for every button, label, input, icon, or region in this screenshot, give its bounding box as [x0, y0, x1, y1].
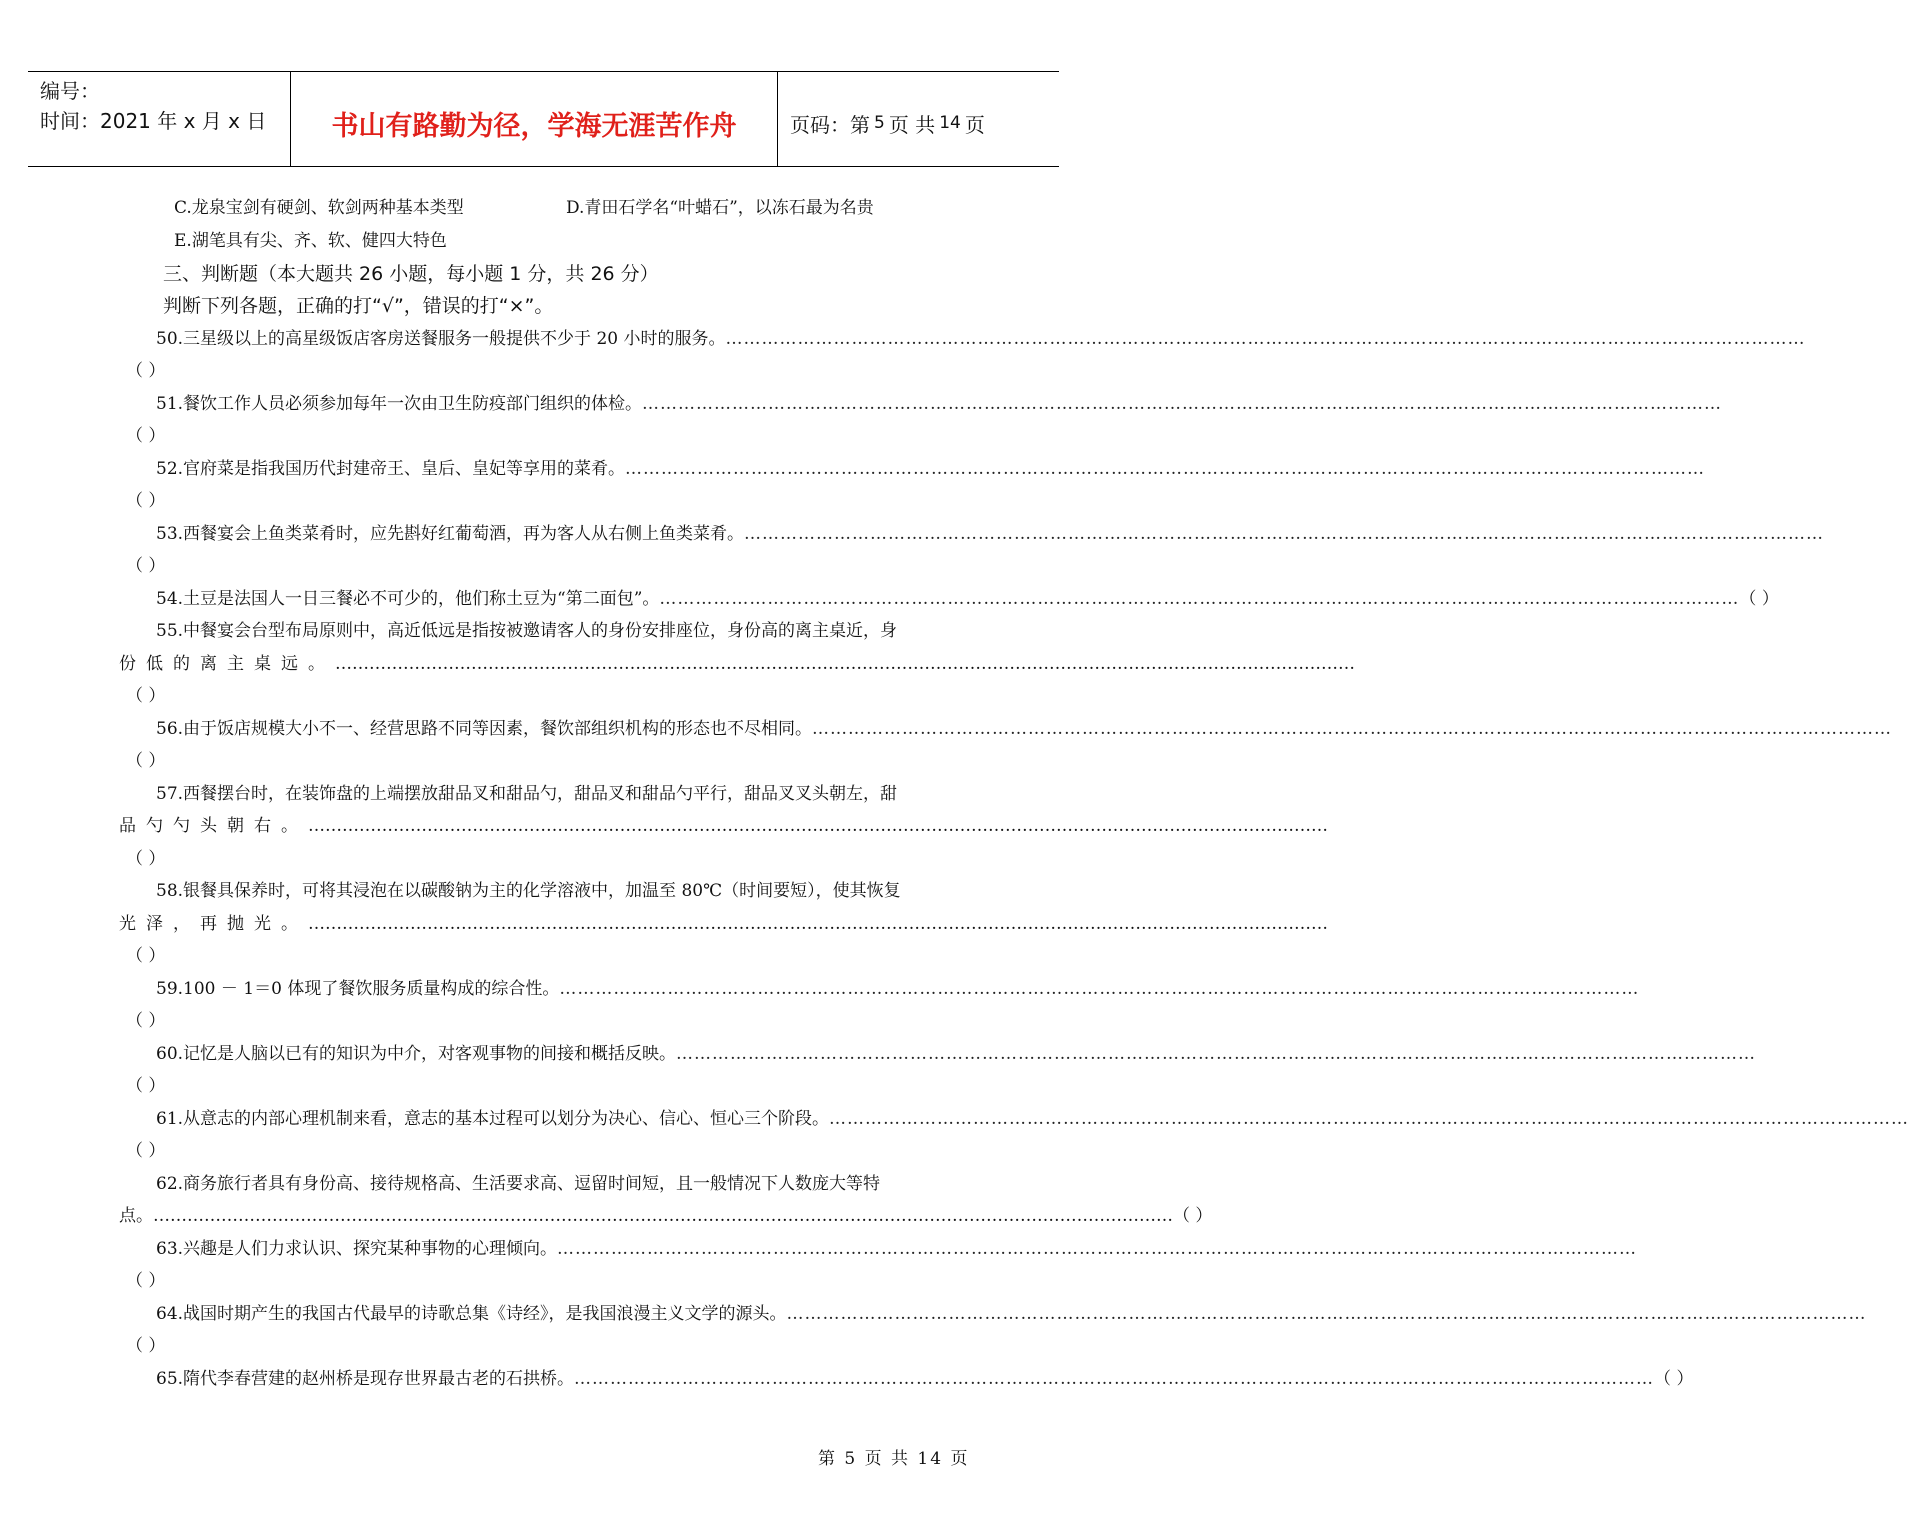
leader-dots: ………………………………………………………………………………………………………………………………………………………………: [559, 979, 1640, 999]
question-64: [156, 1303, 1867, 1325]
question-text: 63.兴趣是人们力求认识、探究某种事物的心理倾向。: [156, 1239, 558, 1259]
leader-dots: ………………………………………………………………………………………………………………………………………………………………: [153, 1206, 1173, 1226]
leader-dots: ………………………………………………………………………………………………………………………………………………………………: [786, 1304, 1867, 1324]
answer-blank: （ ）: [126, 1141, 166, 1161]
question-62: [156, 1173, 968, 1195]
question-53: [156, 523, 1825, 545]
question-text: 65.隋代李春营建的赵州桥是现存世界最古老的石拱桥。: [156, 1369, 575, 1389]
question-text: 57.西餐摆台时，在装饰盘的上端摆放甜品叉和甜品勺，甜品叉和甜品勺平行，甜品叉叉头朝左，甜: [156, 784, 898, 804]
question-text: 60.记忆是人脑以已有的知识为中介，对客观事物的间接和概括反映。: [156, 1044, 677, 1064]
answer-blank: （ ）: [126, 1336, 166, 1356]
page-indicator: [778, 72, 1059, 166]
answer-blank: （ ）: [126, 849, 166, 869]
question-63: [156, 1238, 1638, 1260]
question-55-cont: [119, 653, 1355, 675]
page-number: 5: [874, 113, 885, 133]
leader-dots: ………………………………………………………………………………………………………………………………………………………………: [676, 1044, 1757, 1064]
question-56: [156, 718, 1893, 740]
question-text: 62.商务旅行者具有身份高、接待规格高、生活要求高、逗留时间短，且一般情况下人数庞大等特: [156, 1174, 881, 1194]
answer-blank: （ ）: [1654, 1369, 1694, 1389]
question-65: [156, 1368, 1694, 1390]
question-59: [156, 978, 1640, 1000]
answer-blank: （ ）: [126, 426, 166, 446]
number-label: 编号：: [40, 79, 100, 103]
answer-blank: （ ）: [126, 686, 166, 706]
page-prefix: 页码：第: [790, 112, 870, 137]
question-62-cont: [119, 1205, 1213, 1227]
leader-dots: ………………………………………………………………………………………………………………………………………………………………: [308, 816, 1328, 836]
question-61: [156, 1108, 1909, 1130]
leader-dots: ………………………………………………………………………………………………………………………………………………………………: [557, 1239, 1638, 1259]
question-51: [156, 393, 1723, 415]
question-57-cont: [119, 815, 1328, 837]
leader-dots: ………………………………………………………………………………………………………………………………………………………………: [642, 394, 1723, 414]
question-text: 品勺勺头朝右。: [119, 816, 308, 836]
answer-blank: （ ）: [126, 1011, 166, 1031]
question-text: 61.从意志的内部心理机制来看，意志的基本过程可以划分为决心、信心、恒心三个阶段。: [156, 1109, 830, 1129]
question-60: [156, 1043, 1757, 1065]
leader-dots: ………………………………………………………………………………………………………………………………………………………………: [308, 914, 1328, 934]
answer-blank: （ ）: [126, 1271, 166, 1291]
answer-blank: （ ）: [126, 361, 166, 381]
question-58-cont: [119, 913, 1328, 935]
question-58: [156, 880, 968, 902]
option-c: C.龙泉宝剑有硬剑、软剑两种基本类型: [174, 198, 464, 218]
question-text: 50.三星级以上的高星级饭店客房送餐服务一般提供不少于 20 小时的服务。: [156, 329, 726, 349]
answer-blank: （ ）: [126, 491, 166, 511]
question-text: 64.战国时期产生的我国古代最早的诗歌总集《诗经》，是我国浪漫主义文学的源头。: [156, 1304, 787, 1324]
section-title: 三、判断题（本大题共 26 小题，每小题 1 分，共 26 分）: [163, 263, 659, 285]
question-text: 51.餐饮工作人员必须参加每年一次由卫生防疫部门组织的体检。: [156, 394, 643, 414]
question-text: 55.中餐宴会台型布局原则中，高近低远是指按被邀请客人的身份安排座位，身份高的离主桌近，身: [156, 621, 898, 641]
question-text: 56.由于饭店规模大小不一、经营思路不同等因素，餐饮部组织机构的形态也不尽相同。: [156, 719, 813, 739]
question-text: 52.官府菜是指我国历代封建帝王、皇后、皇妃等享用的菜肴。: [156, 459, 626, 479]
question-text: 光泽，再抛光。: [119, 914, 308, 934]
leader-dots: ………………………………………………………………………………………………………………………………………………………………: [574, 1369, 1655, 1389]
section-instruction: 判断下列各题，正确的打“√”，错误的打“×”。: [163, 295, 554, 317]
page-footer: 第 5 页 共 14 页: [818, 1449, 970, 1469]
question-text: 59.100 － 1＝0 体现了餐饮服务质量构成的综合性。: [156, 979, 560, 999]
time-label: 时间：2021 年 x 月 x 日: [40, 109, 267, 133]
option-d: D.青田石学名“叶蜡石”，以冻石最为名贵: [566, 198, 874, 218]
option-e: E.湖笔具有尖、齐、软、健四大特色: [174, 231, 447, 251]
answer-blank: （ ）: [1173, 1206, 1213, 1226]
leader-dots: ………………………………………………………………………………………………………………………………………………………………: [335, 654, 1355, 674]
header-meta: [28, 72, 290, 166]
question-text: 份低的离主桌远。: [119, 654, 335, 674]
answer-blank: （ ）: [126, 556, 166, 576]
question-50: [156, 328, 1806, 350]
question-text: 点。: [119, 1206, 153, 1226]
leader-dots: ………………………………………………………………………………………………………………………………………………………………: [744, 524, 1825, 544]
motto: 书山有路勤为径，学海无涯苦作舟: [290, 72, 778, 166]
question-text: 53.西餐宴会上鱼类菜肴时，应先斟好红葡萄酒，再为客人从右侧上鱼类菜肴。: [156, 524, 745, 544]
leader-dots: ………………………………………………………………………………………………………………………………………………………………: [659, 589, 1740, 609]
question-text: 58.银餐具保养时，可将其浸泡在以碳酸钠为主的化学溶液中，加温至 80℃（时间要短），使其恢复: [156, 881, 901, 901]
leader-dots: ………………………………………………………………………………………………………………………………………………………………: [725, 329, 1806, 349]
answer-blank: （ ）: [1739, 589, 1779, 609]
leader-dots: ………………………………………………………………………………………………………………………………………………………………: [625, 459, 1706, 479]
question-55: [156, 620, 968, 642]
answer-blank: （ ）: [126, 946, 166, 966]
leader-dots: ………………………………………………………………………………………………………………………………………………………………: [812, 719, 1893, 739]
page-total: 14: [939, 113, 961, 133]
page-header: [28, 71, 1059, 167]
answer-blank: （ ）: [126, 751, 166, 771]
question-57: [156, 783, 968, 805]
question-52: [156, 458, 1706, 480]
page-suffix: 页: [964, 112, 985, 137]
question-text: 54.土豆是法国人一日三餐必不可少的，他们称土豆为“第二面包”。: [156, 589, 660, 609]
answer-blank: （ ）: [126, 1076, 166, 1096]
question-54: [156, 588, 1779, 610]
leader-dots: ………………………………………………………………………………………………………………………………………………………………: [829, 1109, 1909, 1129]
page-mid: 页 共: [888, 112, 936, 137]
